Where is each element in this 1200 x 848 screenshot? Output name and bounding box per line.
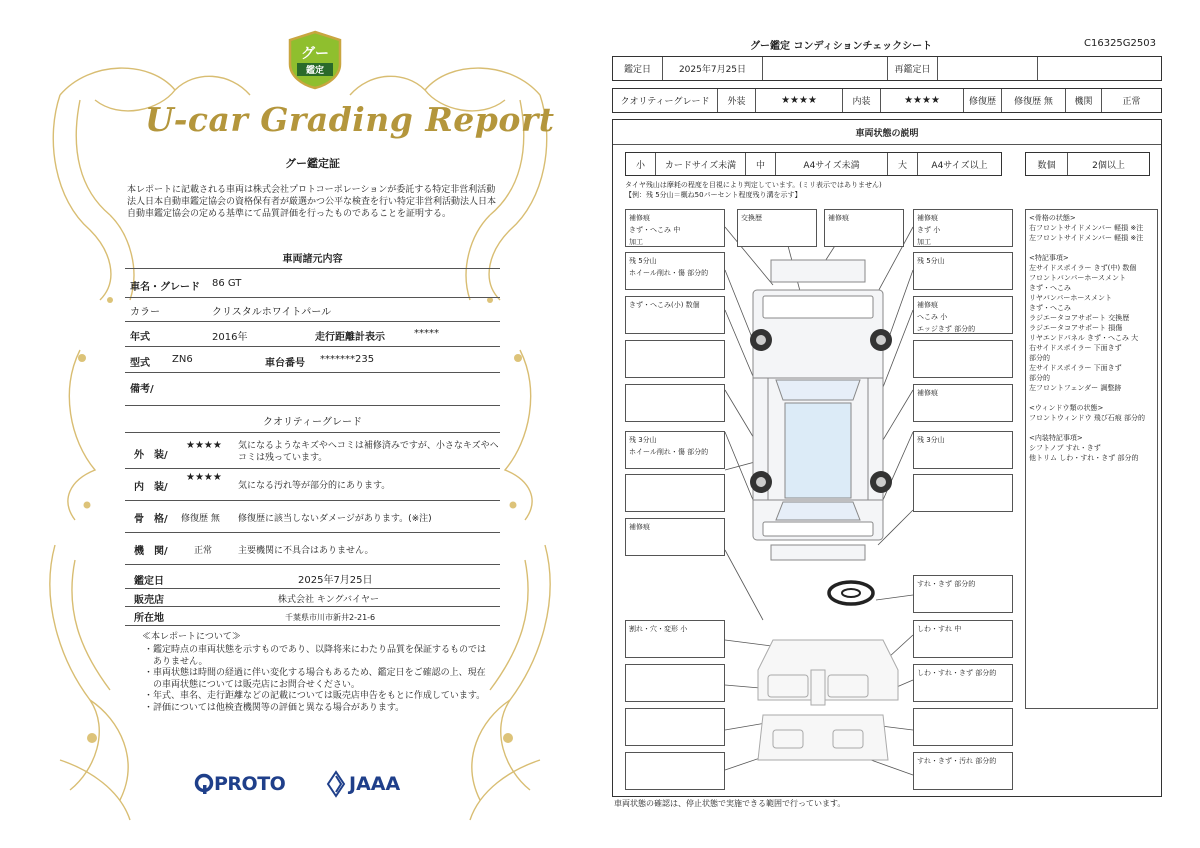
grade-row — [612, 88, 1162, 113]
note-line: 左フロントフェンダー 調整跡 — [1029, 384, 1122, 392]
comment-box — [625, 474, 725, 512]
note-line — [1029, 243, 1154, 253]
note-line: 右サイドスポイラー 下面きず — [1029, 344, 1122, 352]
size-small-desc: カードサイズ未満 — [656, 153, 746, 175]
steering-wheel-icon — [829, 582, 873, 604]
note-line: 右フロントサイドメンバー 軽損 ※注 — [1029, 224, 1144, 232]
size-large-label: 大 — [888, 153, 918, 175]
divider — [125, 372, 500, 373]
comment-box — [625, 708, 725, 746]
comment-box — [913, 708, 1013, 746]
exterior-stars: ★★★★ — [756, 89, 843, 112]
note-line: リヤエンドパネル きず・へこみ 大 — [1029, 334, 1139, 342]
note-item: ・ 評価については他検査機関等の評価と異なる場合があります。 — [144, 702, 405, 713]
note-line: 左フロントサイドメンバー 軽損 ※注 — [1029, 234, 1144, 242]
date-row — [612, 56, 1162, 81]
divider — [125, 468, 500, 469]
divider — [125, 625, 500, 626]
comment-box: 残 3分山 ホイール削れ・傷 部分的 — [625, 431, 725, 469]
chassis-value: *******235 — [320, 354, 375, 365]
note-line: 部分的 — [1029, 374, 1050, 382]
divider — [125, 432, 500, 433]
engine-desc: 主要機関に不具合はありません。 — [238, 546, 374, 556]
repair-history-label: 修復歴 — [964, 89, 1002, 112]
svg-text:鑑定: 鑑定 — [305, 66, 325, 76]
footer-note: 車両状態の確認は、停止状態で実施できる範囲で行っています。 — [614, 799, 846, 808]
count-legend — [1025, 152, 1150, 176]
note-line: 他トリム しわ・すれ・きず 部分的 — [1029, 454, 1139, 462]
color-value: クリスタルホワイトパール — [212, 307, 332, 318]
comment-box: 補修痕 — [824, 209, 904, 247]
notes-title: ≪本レポートについて≫ — [142, 632, 241, 642]
divider — [125, 405, 500, 406]
note-item: ・ 車両状態は時間の経過に伴い変化する場合もあるため、鑑定日をご確認の上、現在の車両状態については販売店にお問合せください。 — [144, 668, 486, 690]
exterior-desc: 気になるようなキズやヘコミは補修済みですが、小さなキズやヘコミは残っています。 — [238, 441, 499, 463]
note-line: 左サイドスポイラー きず(中) 数個 — [1029, 264, 1137, 272]
inspection-date-label: 鑑定日 — [613, 57, 663, 80]
frame-label: 骨 格/ — [134, 514, 168, 525]
note-line — [1029, 423, 1154, 433]
year-value: 2016年 — [212, 332, 248, 343]
inspection-date-label: 鑑定日 — [134, 576, 164, 587]
jaaa-logo: JAAA — [349, 773, 401, 795]
color-label: カラー — [130, 307, 160, 318]
quality-grade-label: クオリティーグレード — [613, 89, 718, 112]
note-line: シフトノブ すれ・きず — [1029, 444, 1101, 452]
comment-box: きず・へこみ(小) 数個 — [625, 296, 725, 334]
comment-box: すれ・きず 部分的 — [913, 575, 1013, 613]
interior-stars: ★★★★ — [881, 89, 964, 112]
note-line: <ウィンドウ類の状態> — [1029, 404, 1104, 412]
svg-text:グー: グー — [301, 46, 329, 62]
interior-label: 内 装/ — [134, 482, 168, 493]
comment-box: 補修痕 へこみ 小 エッジきず 部分的 — [913, 296, 1013, 334]
exterior-label: 外装 — [718, 89, 756, 112]
comment-box: 残 3分山 — [913, 431, 1013, 469]
exterior-stars: ★★★★ — [186, 440, 222, 451]
size-legend — [625, 152, 1002, 176]
note-item: ・ 鑑定時点の車両状態を示すものであり、以降将来にわたり品質を保証するものではありません。 — [144, 645, 487, 667]
note-line: フロントウィンドウ 飛び石痕 部分的 — [1029, 414, 1146, 422]
comment-box — [913, 340, 1013, 378]
engine-value: 正常 — [194, 546, 213, 556]
note-line: 左サイドスポイラー 下面きず — [1029, 364, 1122, 372]
year-label: 年式 — [130, 332, 150, 343]
exterior-label: 外 装/ — [134, 450, 168, 461]
jaaa-icon — [326, 770, 346, 802]
inspection-date-value: 2025年7月25日 — [663, 57, 763, 80]
divider — [125, 268, 500, 269]
note-line — [1029, 393, 1154, 403]
count-value: 2個以上 — [1092, 160, 1125, 171]
chassis-label: 車台番号 — [265, 358, 305, 369]
note-line: <骨格の状態> — [1029, 214, 1076, 222]
comment-box — [913, 474, 1013, 512]
name-value: 86 GT — [212, 278, 242, 289]
engine-value: 正常 — [1122, 97, 1141, 107]
comment-box: 交換歴 — [737, 209, 817, 247]
tire-example: 【例：残 5分山＝概ね50パーセント程度残り溝を示す】 — [625, 191, 802, 199]
divider — [125, 588, 500, 589]
comment-box: しわ・すれ 中 — [913, 620, 1013, 658]
interior-stars: ★★★★ — [186, 472, 222, 483]
comment-box: 割れ・穴・変形 小 — [625, 620, 725, 658]
note-line: ラジエータコアサポート 損傷 — [1029, 324, 1123, 332]
condition-check-sheet — [600, 0, 1200, 848]
divider — [125, 321, 500, 322]
vehicle-status-panel — [612, 119, 1162, 797]
status-title: 車両状態の説明 — [613, 120, 1161, 145]
comment-box: しわ・すれ・きず 部分的 — [913, 664, 1013, 702]
engine-label: 機 関/ — [134, 546, 168, 557]
frame-value: 修復歴 無 — [181, 514, 220, 524]
comment-box — [625, 340, 725, 378]
mileage-label: 走行距離計表示 — [315, 332, 385, 343]
notes-list — [144, 645, 494, 714]
special-notes-box — [1025, 209, 1158, 709]
note-line: ラジエータコアサポート 交換歴 — [1029, 314, 1130, 322]
comment-box: 補修痕 きず・へこみ 中 加工 — [625, 209, 725, 247]
comment-box — [625, 384, 725, 422]
size-large-desc: A4サイズ以上 — [931, 160, 988, 171]
interior-desc: 気になる汚れ等が部分的にあります。 — [238, 481, 391, 491]
note-line: きず・へこみ — [1029, 304, 1071, 312]
frame-desc: 修復歴に該当しないダメージがあります。(※注) — [238, 514, 432, 524]
comment-box: 補修痕 — [913, 384, 1013, 422]
note-line: <内装特記事項> — [1029, 434, 1083, 442]
comment-box: 残 5分山 ホイール削れ・傷 部分的 — [625, 252, 725, 290]
sheet-title: グー鑑定 コンディションチェックシート — [750, 41, 933, 52]
divider — [125, 500, 500, 501]
note-line: きず・へこみ — [1029, 284, 1071, 292]
proto-icon — [194, 773, 214, 799]
dealer-label: 販売店 — [134, 595, 164, 606]
reinspect-date-value — [938, 57, 1038, 80]
remarks-label: 備考/ — [130, 384, 154, 395]
size-small-label: 小 — [626, 153, 656, 175]
divider — [125, 297, 500, 298]
divider — [125, 606, 500, 607]
note-line: フロントバンパーホースメント — [1029, 274, 1127, 282]
model-label: 型式 — [130, 358, 150, 369]
model-value: ZN6 — [172, 354, 193, 365]
size-mid-desc: A4サイズ未満 — [776, 153, 888, 175]
comment-box — [625, 664, 725, 702]
comment-box: 残 5分山 — [913, 252, 1013, 290]
comment-box: すれ・きず・汚れ 部分的 — [913, 752, 1013, 790]
blank-cell — [763, 57, 888, 80]
name-label: 車名・グレード — [130, 282, 200, 293]
comment-box: 補修痕 きず 小 加工 — [913, 209, 1013, 247]
reinspect-date-label: 再鑑定日 — [888, 57, 938, 80]
inspection-date-value: 2025年7月25日 — [298, 575, 373, 586]
address-value: 千葉県市川市新井2-21-6 — [285, 613, 376, 622]
divider — [125, 564, 500, 565]
car-top-view — [753, 260, 883, 560]
quality-title: クオリティーグレード — [263, 417, 362, 428]
specs-title: 車両諸元内容 — [282, 254, 343, 265]
tire-note: タイヤ残山は摩耗の程度を目視により判定しています。(ミリ表示ではありません) — [625, 181, 882, 189]
note-line: リヤバンパーホースメント — [1029, 294, 1113, 302]
blank-cell — [1038, 57, 1161, 80]
note-item: ・ 年式、車名、走行距離などの記載については販売店申告をもとに作成しています。 — [144, 691, 486, 701]
dealer-value: 株式会社 キングバイヤー — [278, 595, 380, 605]
mileage-value: ***** — [414, 328, 439, 339]
divider — [125, 346, 500, 347]
certificate-title: グー鑑定証 — [285, 157, 340, 170]
comment-box — [625, 752, 725, 790]
size-mid-label: 中 — [746, 153, 776, 175]
comment-box: 補修痕 — [625, 518, 725, 556]
divider — [125, 532, 500, 533]
car-interior-view — [758, 640, 898, 760]
report-title: U-car Grading Report — [145, 100, 555, 139]
address-label: 所在地 — [134, 613, 164, 624]
note-line: 部分的 — [1029, 354, 1050, 362]
sheet-id: C16325G2503 — [1084, 38, 1156, 49]
certificate-body: 本レポートに記載される車両は株式会社プロトコーポレーションが委託する特定非営利活動法人日本自動車鑑定協会の資格保有者が厳選かつ公平な検査を行い特定非営利活動法人日本自動車鑑定協会の定める基準にて品質評価を行ったものであることを証明する。 — [127, 185, 497, 219]
interior-label: 内装 — [843, 89, 881, 112]
proto-logo: PROTO — [214, 773, 286, 795]
engine-label: 機関 — [1066, 89, 1102, 112]
count-label: 数個 — [1026, 153, 1068, 175]
goo-kantei-logo — [286, 30, 344, 90]
repair-history-value: 修復歴 無 — [1002, 89, 1066, 112]
note-line: <特記事項> — [1029, 254, 1069, 262]
